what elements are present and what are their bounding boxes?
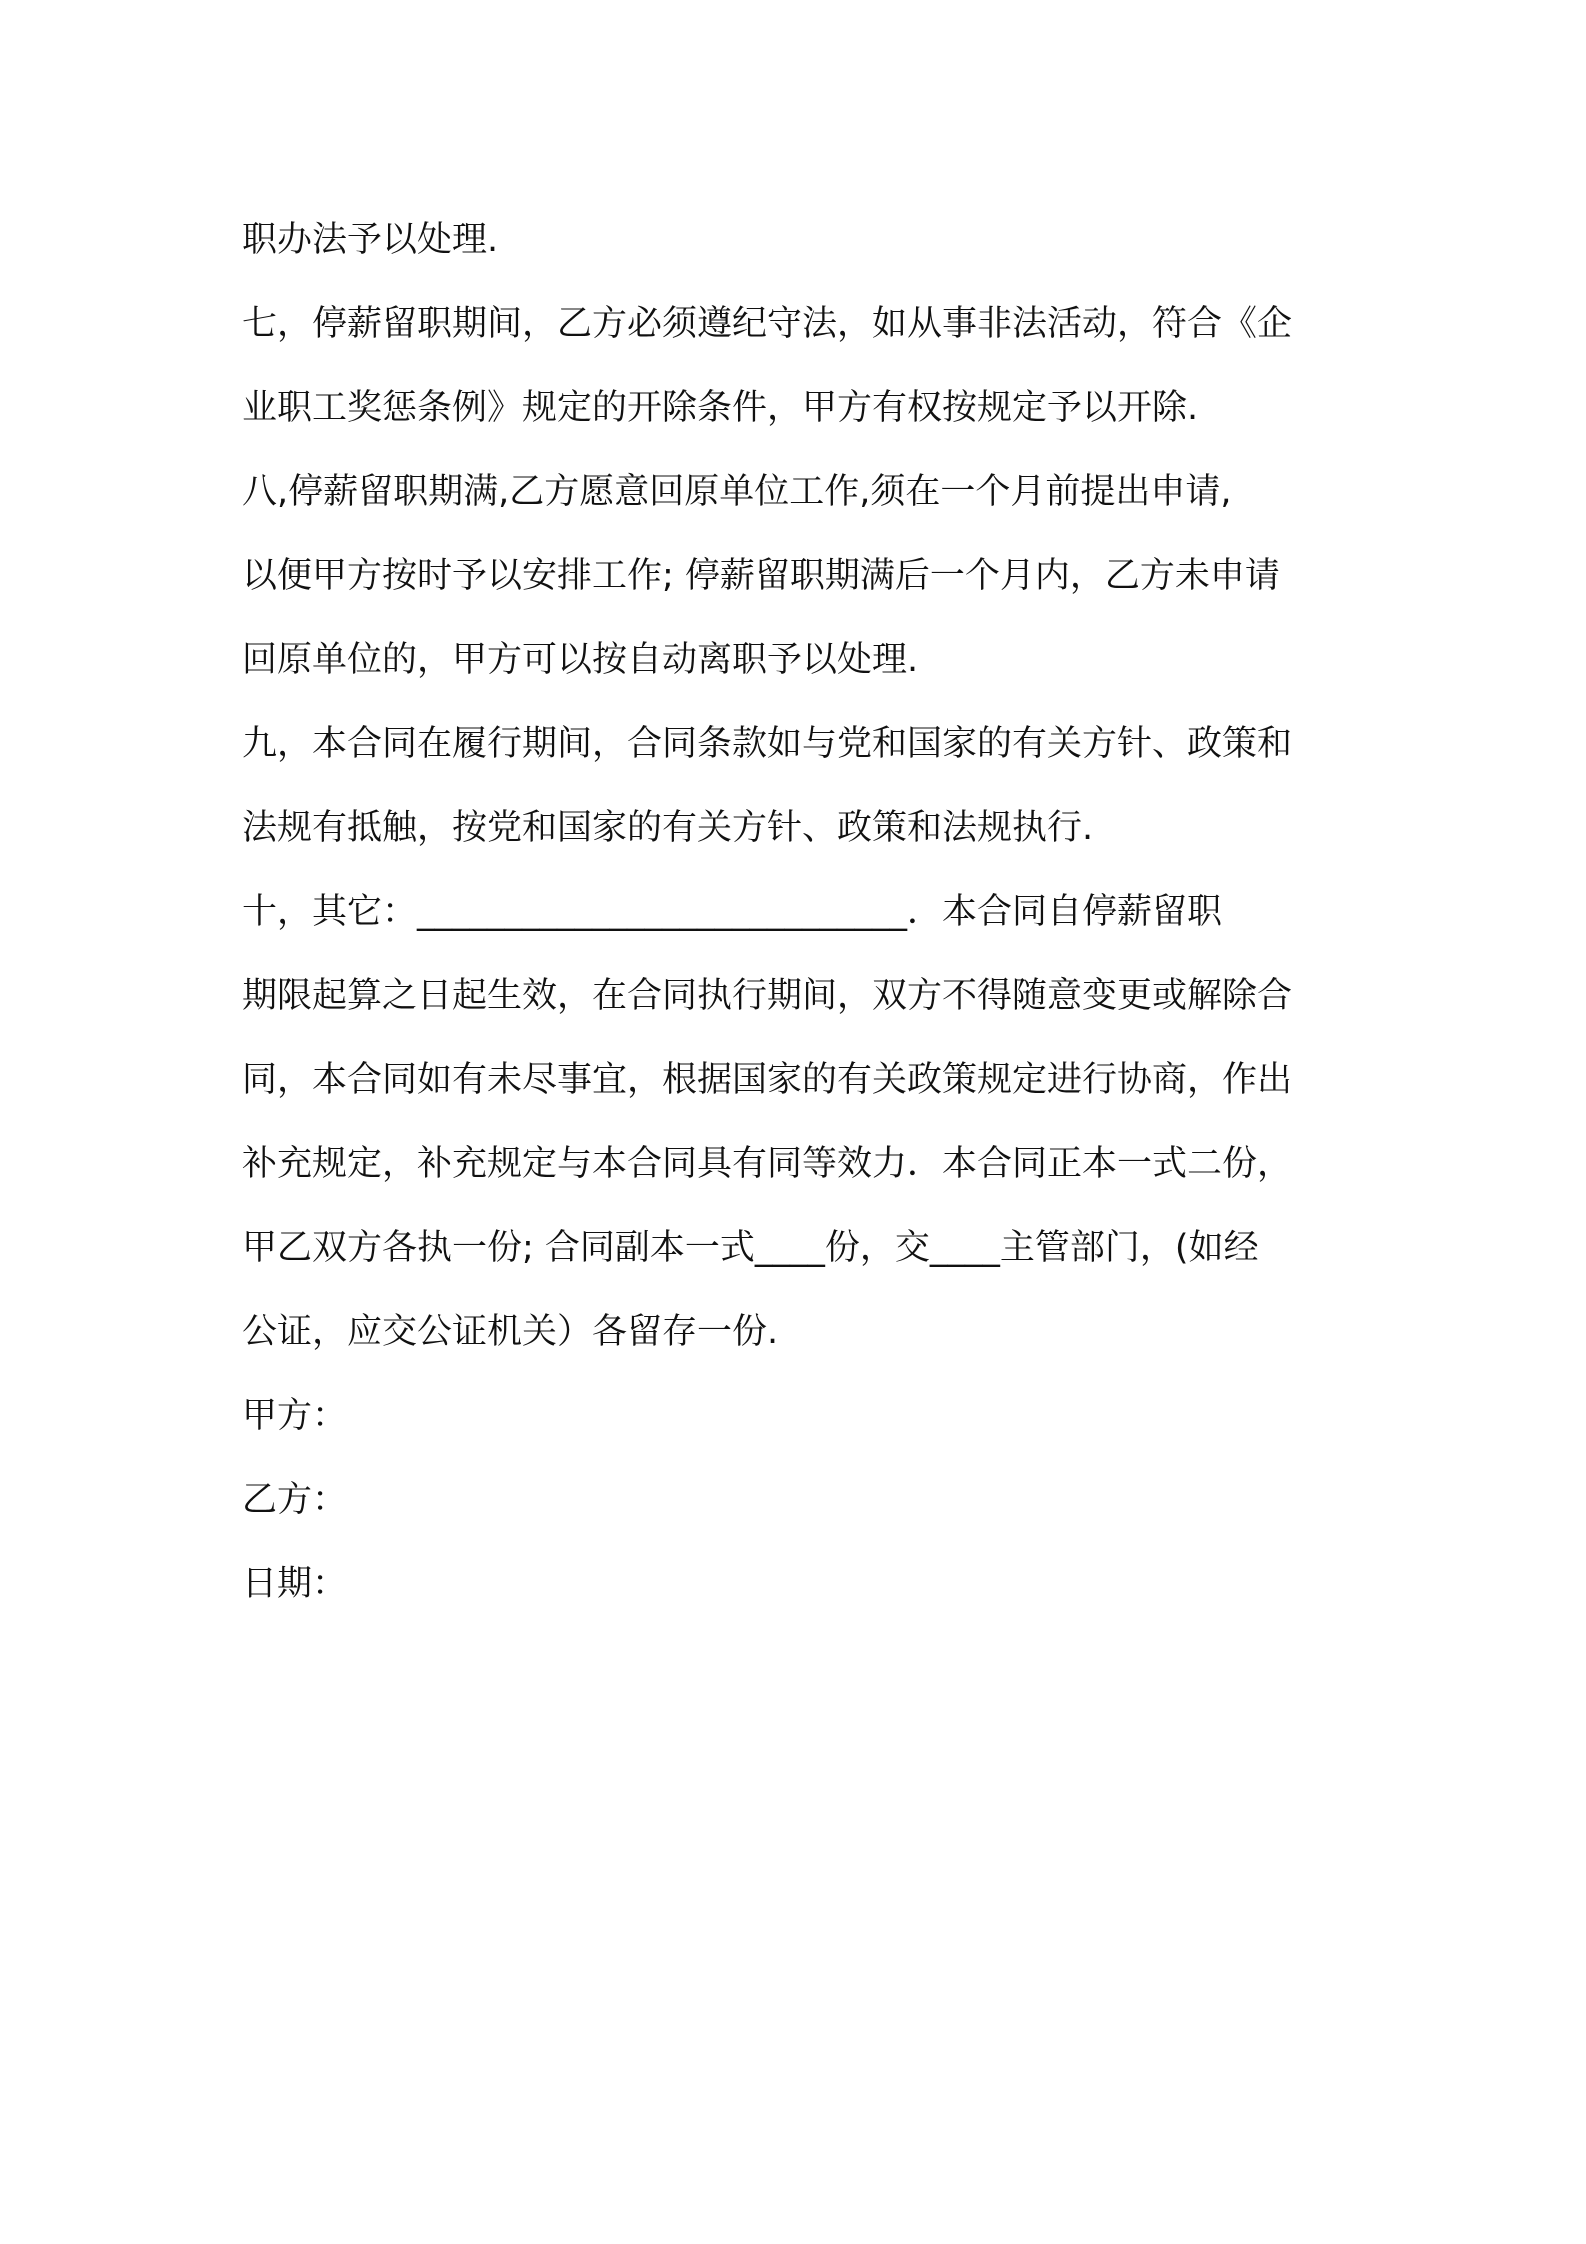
clause-seven bbox=[242, 282, 1352, 450]
text-line: 补充规定，补充规定与本合同具有同等效力．本合同正本一式二份， bbox=[242, 1144, 1293, 1184]
party-a-label: 甲方： bbox=[242, 1396, 348, 1436]
text-line: 九，本合同在履行期间，合同条款如与党和国家的有关方针、政策和 bbox=[242, 724, 1293, 764]
paragraph-continuation bbox=[242, 198, 1352, 282]
text-line: 期限起算之日起生效，在合同执行期间，双方不得随意变更或解除合 bbox=[242, 976, 1293, 1016]
date-label: 日期： bbox=[242, 1564, 348, 1604]
text-line: 八,停薪留职期满,乙方愿意回原单位工作,须在一个月前提出申请, bbox=[242, 472, 1232, 512]
text-line: 以便甲方按时予以安排工作; 停薪留职期满后一个月内，乙方未申请 bbox=[242, 556, 1280, 596]
text-line: 公证，应交公证机关）各留存一份. bbox=[242, 1312, 779, 1352]
text-line: 七，停薪留职期间，乙方必须遵纪守法，如从事非法活动，符合《企 bbox=[242, 304, 1293, 344]
clause-eight bbox=[242, 450, 1352, 702]
text-line: 职办法予以处理. bbox=[242, 220, 499, 260]
party-b-label: 乙方： bbox=[242, 1480, 348, 1520]
text-line: 甲乙双方各执一份; 合同副本一式____份，交____主管部门，(如经 bbox=[242, 1228, 1259, 1268]
text-line: 同，本合同如有未尽事宜，根据国家的有关政策规定进行协商，作出 bbox=[242, 1060, 1293, 1100]
text-line: 业职工奖惩条例》规定的开除条件，甲方有权按规定予以开除. bbox=[242, 388, 1199, 428]
text-line: 十，其它：____________________________．本合同自停薪留职 bbox=[242, 892, 1223, 932]
clause-nine bbox=[242, 702, 1352, 870]
contract-body bbox=[242, 198, 1352, 1626]
signature-block bbox=[242, 1374, 1352, 1626]
text-line: 回原单位的，甲方可以按自动离职予以处理. bbox=[242, 640, 919, 680]
text-line: 法规有抵触，按党和国家的有关方针、政策和法规执行. bbox=[242, 808, 1094, 848]
clause-ten bbox=[242, 870, 1352, 1374]
